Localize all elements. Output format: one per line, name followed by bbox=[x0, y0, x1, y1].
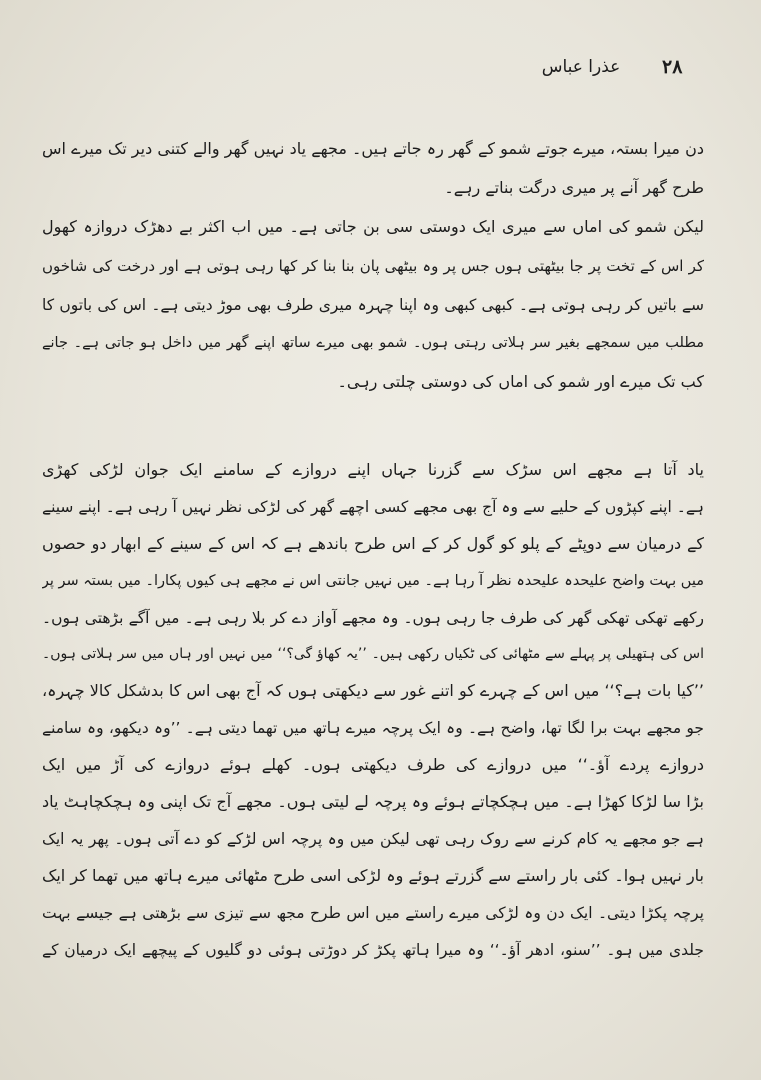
text-line: جلدی میں ہو۔ ’’سنو، ادھر آؤ۔‘‘ وہ میرا ہاتھ پکڑ کر دوڑتی ہوئی دو گلیوں کے پیچھے ایک درمیان کے bbox=[42, 940, 704, 959]
page-header bbox=[0, 52, 761, 88]
text-line: کب تک میرے اور شمو کی اماں کی دوستی چلتی رہی۔ bbox=[337, 372, 704, 392]
text-line: مطلب میں سمجھے بغیر سر ہلاتی رہتی ہوں۔ شمو بھی میرے ساتھ اپنے گھر میں داخل ہو جاتی ہے۔ جانے bbox=[42, 335, 704, 352]
paragraph-3 bbox=[42, 452, 704, 968]
text-line: دروازے پردے آؤ۔‘‘ میں دروازے کی طرف دیکھتی ہوں۔ کھلے ہوئے دروازے کی آڑ میں ایک bbox=[42, 755, 704, 775]
text-line: جو مجھے بہت برا لگا تھا، واضح ہے۔ وہ ایک پرچہ میرے ہاتھ میں تھما دیتی ہے۔ ’’وہ دیکھو، وہ سامنے bbox=[42, 719, 704, 738]
text-line: لیکن شمو کی اماں سے میری ایک دوستی سی بن جاتی ہے۔ میں اب اکثر بے دھڑک دروازہ کھول bbox=[42, 217, 704, 236]
text-line: رکھے تھکی تھکی گھر کی طرف جا رہی ہوں۔ وہ مجھے آواز دے کر بلا رہی ہے۔ میں آگے بڑھتی ہوں۔ bbox=[42, 608, 704, 627]
text-line: دن میرا بستہ، میرے جوتے شمو کے گھر رہ جاتے ہیں۔ مجھے یاد نہیں گھر والے کتنی دیر تک میرے اس bbox=[42, 139, 704, 158]
text-line: پرچہ پکڑا دیتی۔ ایک دن وہ لڑکی میرے راستے میں اس طرح مجھ سے تیزی سے بڑھتی ہے جیسے بہت bbox=[42, 903, 704, 922]
text-line: طرح گھر آنے پر میری درگت بناتے رہے۔ bbox=[444, 177, 704, 197]
text-line: ’’کیا بات ہے؟‘‘ میں اس کے چہرے کو اتنے غور سے دیکھتی ہوں کہ آج بھی اس کا بدشکل کالا چہرہ، bbox=[42, 681, 704, 701]
text-line: بڑا سا لڑکا کھڑا ہے۔ میں ہچکچاتے ہوئے وہ پرچہ لے لیتی ہوں۔ مجھے آج تک اپنی وہ ہچکچاہٹ یاد bbox=[42, 792, 704, 812]
paragraph-2 bbox=[42, 208, 704, 402]
text-line: ہے۔ اپنے کپڑوں کے حلیے سے وہ آج بھی مجھے کسی اچھے گھر کی لڑکی نظر نہیں آ رہی ہے۔ اپنے سینے bbox=[42, 497, 704, 516]
page-number: ۲۸ bbox=[662, 56, 683, 78]
paragraph-1 bbox=[42, 130, 704, 207]
text-line: اس کی ہتھیلی پر پہلے سے مٹھائی کی ٹکیاں رکھی ہیں۔ ’’یہ کھاؤ گی؟‘‘ میں نہیں اور ہاں میں سر ہلاتی ہوں۔ bbox=[42, 646, 704, 663]
text-line: کے درمیان سے دوپٹے کے پلو کو گول کر کے اس طرح باندھے ہے کہ اس کے سینے کے ابھار دو حصوں bbox=[42, 533, 704, 553]
text-line: ہے جو مجھے یہ کام کرنے سے روک رہی تھی لیکن میں وہ پرچہ اس لڑکے کو دے آتی ہوں۔ پھر یہ ایک bbox=[42, 829, 704, 848]
text-line: میں بہت واضح علیحدہ علیحدہ نظر آ رہا ہے۔ میں نہیں جانتی اس نے مجھے ہی کیوں پکارا۔ میں بستہ سر پر bbox=[42, 572, 704, 589]
text-line: کر اس کے تخت پر جا بیٹھتی ہوں جس پر وہ بیٹھی پان بنا بنا کر کھا رہی ہوتی ہے اور درخت کی شاخوں bbox=[42, 256, 704, 275]
text-line: یاد آتا ہے مجھے اس سڑک سے گزرنا جہاں اپنے دروازے کے سامنے ایک جوان لڑکی کھڑی bbox=[42, 460, 704, 479]
text-line: سے باتیں کر رہی ہوتی ہے۔ کبھی کبھی وہ اپنا چہرہ میری طرف بھی موڑ دیتی ہے۔ اس کی باتوں کا bbox=[42, 295, 704, 314]
author-name: عذرا عباس bbox=[541, 57, 621, 77]
text-line: بار نہیں ہوا۔ کئی بار راستے سے گزرتے ہوئے وہ لڑکی اسی طرح مٹھائی میرے ہاتھ میں تھما کر ایک bbox=[42, 865, 704, 885]
